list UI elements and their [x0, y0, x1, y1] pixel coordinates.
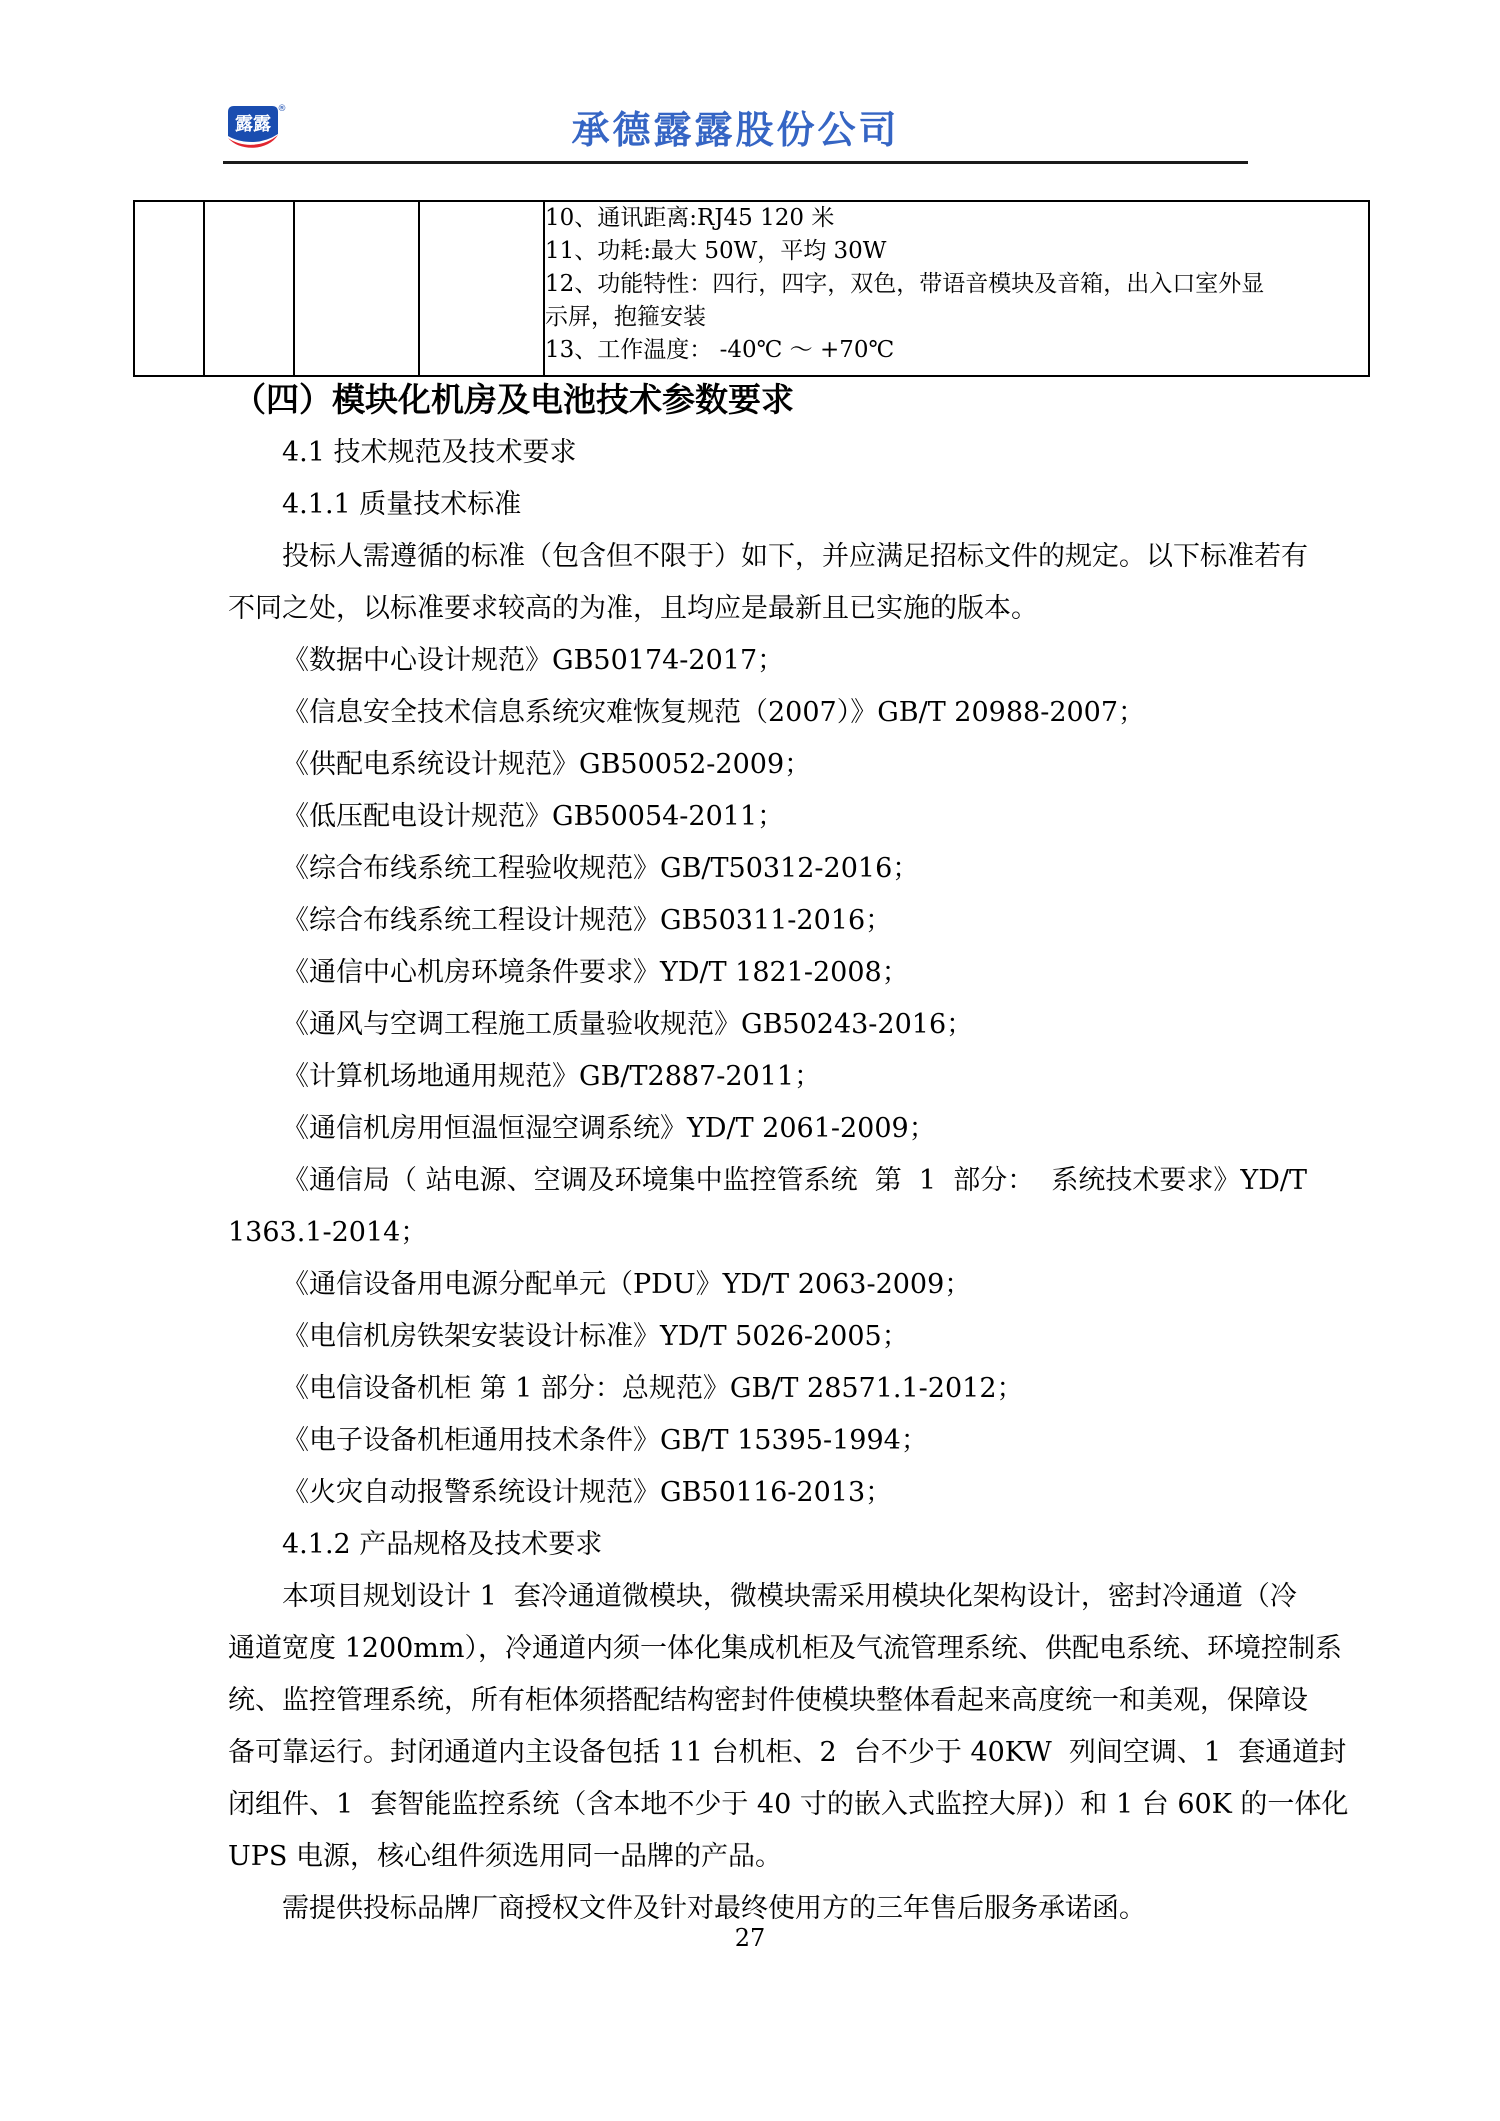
text-line: 《供配电系统设计规范》GB50052-2009；	[282, 749, 812, 780]
text-line: 《数据中心设计规范》GB50174-2017；	[282, 645, 785, 676]
table-cell-empty-1	[134, 201, 204, 376]
text-line: 闭组件、1 套智能监控系统（含本地不少于 40 寸的嵌入式监控大屏)）和 1 台 60K 的一体化	[228, 1789, 1349, 1820]
text-line: 《电信机房铁架安装设计标准》YD/T 5026-2005；	[282, 1321, 909, 1352]
text-line: 《计算机场地通用规范》GB/T2887-2011；	[282, 1061, 822, 1092]
logo-lulu-text: 露露	[235, 114, 271, 135]
spec-table	[133, 200, 1370, 377]
text-line: 需提供投标品牌厂商授权文件及针对最终使用方的三年售后服务承诺函。	[282, 1893, 1146, 1924]
content-lines	[228, 427, 1349, 1935]
spec-line: 12、功能特性：四行，四字，双色，带语音模块及音箱，出入口室外显	[545, 271, 1265, 297]
spec-line: 13、工作温度： -40℃ ～ +70℃	[545, 337, 895, 363]
section-heading: （四）模块化机房及电池技术参数要求	[233, 380, 794, 419]
text-line: 4.1.1 质量技术标准	[282, 489, 522, 520]
text-line: 《信息安全技术信息系统灾难恢复规范（2007）》GB/T 20988-2007；	[282, 697, 1146, 728]
spec-cell	[544, 201, 1369, 376]
spec-line: 10、通讯距离:RJ45 120 米	[545, 205, 835, 231]
text-line: 《低压配电设计规范》GB50054-2011；	[282, 801, 785, 832]
company-name: 承德露露股份公司	[571, 108, 900, 152]
text-line: 通道宽度 1200mm），冷通道内须一体化集成机柜及气流管理系统、供配电系统、环境控制系	[228, 1633, 1342, 1664]
text-line: 《综合布线系统工程验收规范》GB/T50312-2016；	[282, 853, 920, 884]
table-row	[134, 201, 1369, 376]
text-line: 4.1.2 产品规格及技术要求	[282, 1529, 603, 1560]
table-cell-empty-4	[419, 201, 544, 376]
table-cell-empty-3	[294, 201, 419, 376]
table-cell-empty-2	[204, 201, 294, 376]
text-line: 本项目规划设计 1 套冷通道微模块，微模块需采用模块化架构设计，密封冷通道（冷	[282, 1581, 1297, 1612]
text-line: 统、监控管理系统，所有柜体须搭配结构密封件使模块整体看起来高度统一和美观，保障设	[228, 1685, 1308, 1716]
spec-line: 11、功耗:最大 50W，平均 30W	[545, 238, 887, 264]
text-line: 《通风与空调工程施工质量验收规范》GB50243-2016；	[282, 1009, 974, 1040]
text-line: 投标人需遵循的标准（包含但不限于）如下，并应满足招标文件的规定。以下标准若有	[282, 541, 1308, 572]
text-line: 《通信中心机房环境条件要求》YD/T 1821-2008；	[282, 957, 909, 988]
text-line: 《通信设备用电源分配单元（PDU》YD/T 2063-2009；	[282, 1269, 972, 1300]
header-rule	[223, 161, 1248, 164]
text-line: 《通信机房用恒温恒湿空调系统》YD/T 2061-2009；	[282, 1113, 936, 1144]
text-line: 《通信局（ 站电源、空调及环境集中监控管系统 第 1 部分： 系统技术要求》YD/T	[282, 1165, 1307, 1196]
text-line: 《电子设备机柜通用技术条件》GB/T 15395-1994；	[282, 1425, 928, 1456]
registered-mark-icon: ®	[277, 104, 287, 114]
text-line: 《综合布线系统工程设计规范》GB50311-2016；	[282, 905, 893, 936]
text-line: 1363.1-2014；	[228, 1217, 428, 1248]
text-line: 不同之处，以标准要求较高的为准，且均应是最新且已实施的版本。	[228, 593, 1038, 624]
text-line: 《电信设备机柜 第 1 部分：总规范》GB/T 28571.1-2012；	[282, 1373, 1024, 1404]
page-number: 27	[734, 1924, 766, 1952]
spec-line: 示屏，抱箍安装	[545, 304, 706, 330]
text-line: 备可靠运行。封闭通道内主设备包括 11 台机柜、2 台不少于 40KW 列间空调、1 套通道封	[228, 1737, 1347, 1768]
text-line: 《火灾自动报警系统设计规范》GB50116-2013；	[282, 1477, 893, 1508]
text-line: 4.1 技术规范及技术要求	[282, 437, 577, 468]
text-line: UPS 电源，核心组件须选用同一品牌的产品。	[228, 1841, 783, 1872]
